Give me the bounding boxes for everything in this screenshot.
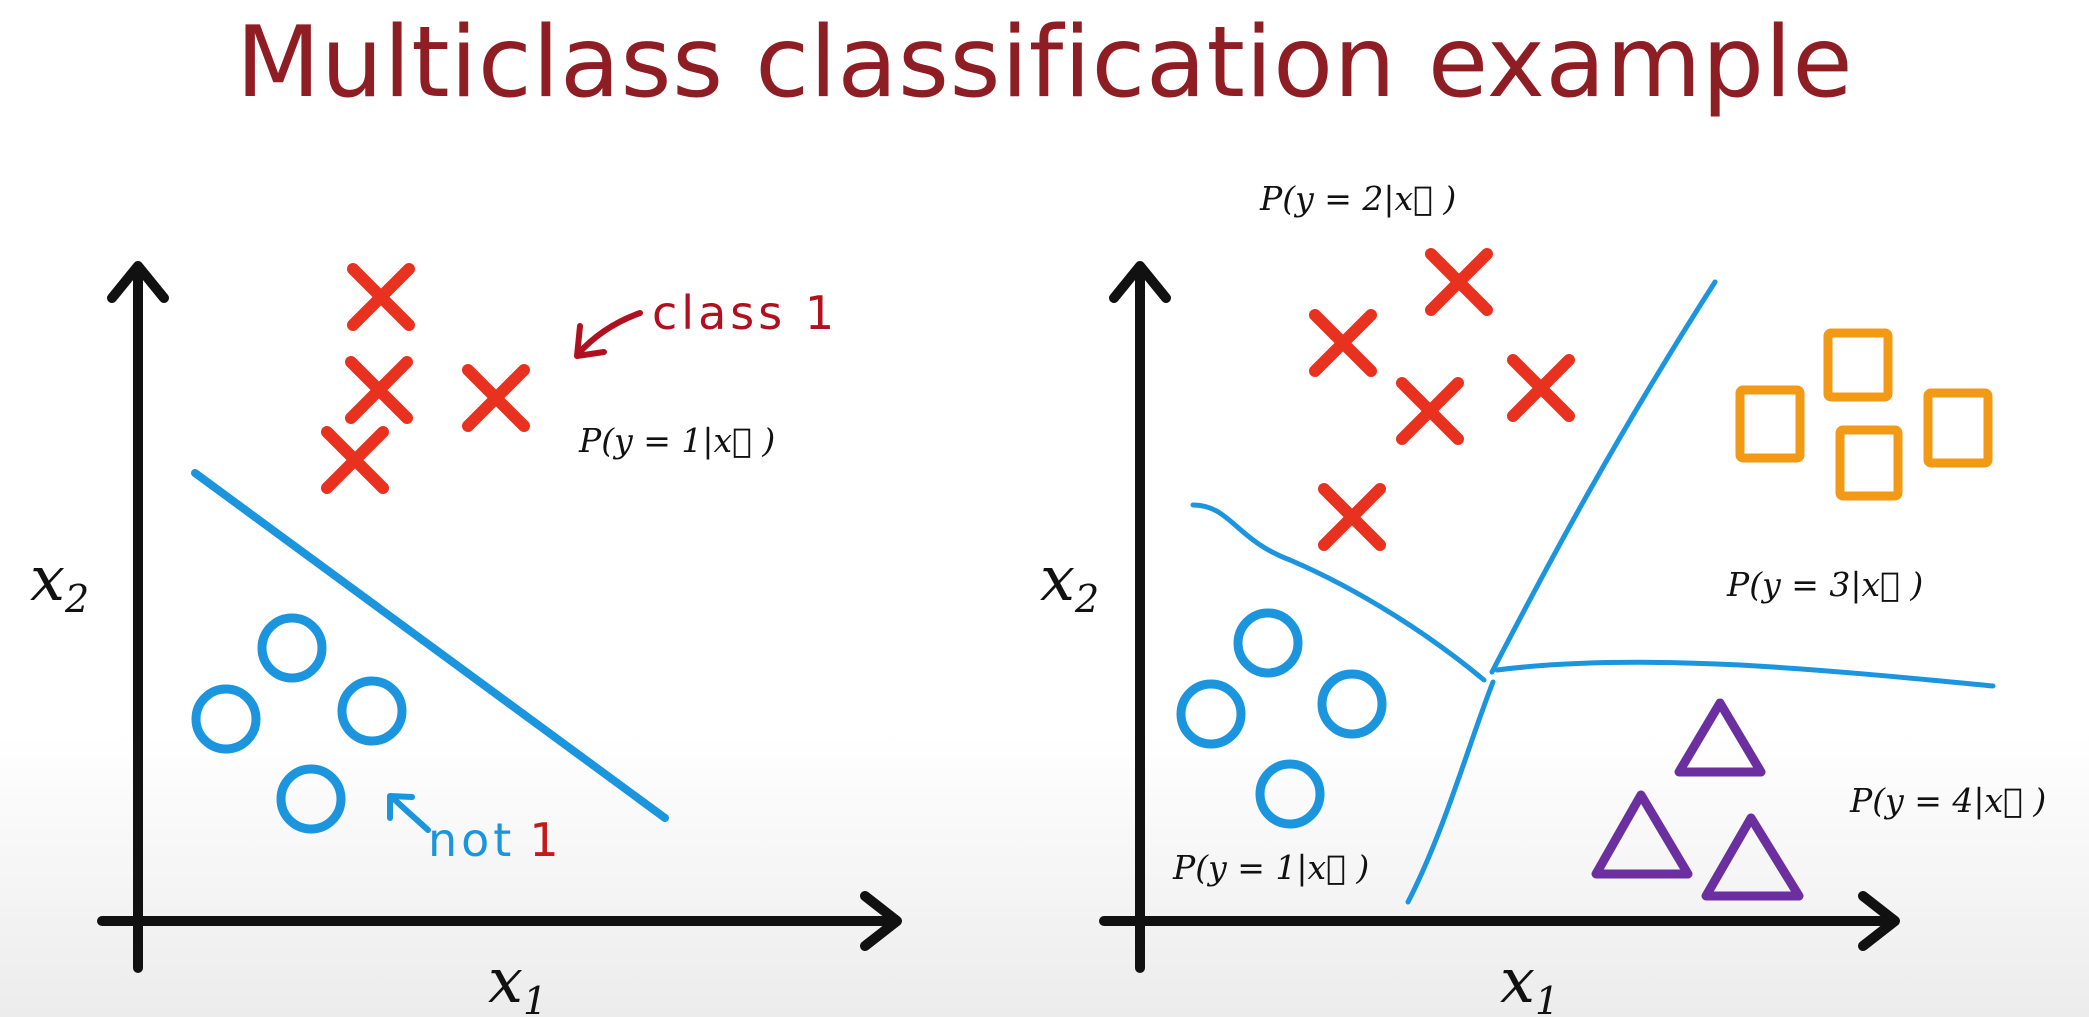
class1-circle-marker bbox=[1322, 674, 1382, 734]
class1-circle-marker bbox=[1181, 684, 1241, 744]
left-panel bbox=[30, 266, 897, 1017]
class1-circle-marker bbox=[1238, 613, 1298, 673]
class2-x-marker bbox=[1402, 383, 1458, 439]
prob-label-class1: P(y = 1|x⃗ ) bbox=[1173, 848, 1370, 887]
boundary-class1-class4 bbox=[1408, 682, 1493, 902]
class1-annotation: class 1 bbox=[652, 286, 839, 340]
class3-square-marker bbox=[1828, 333, 1888, 397]
boundary-class2-class3 bbox=[1492, 282, 1715, 672]
class3-square-marker bbox=[1840, 430, 1898, 496]
left-prob-label-class1: P(y = 1|x⃗ ) bbox=[579, 421, 776, 460]
class4-triangle-marker bbox=[1679, 703, 1761, 772]
right-y-axis bbox=[1114, 266, 1166, 968]
class2-x-marker bbox=[1431, 254, 1487, 310]
right-panel bbox=[1040, 179, 2046, 1017]
not1-circle-marker bbox=[342, 681, 402, 741]
class1-x-marker bbox=[353, 269, 409, 325]
prob-label-class3: P(y = 3|x⃗ ) bbox=[1727, 565, 1924, 604]
class1-annotation-arrow bbox=[577, 313, 640, 356]
left-y-axis-label: x2 bbox=[30, 542, 90, 621]
right-x-axis-label: x1 bbox=[1500, 944, 1560, 1017]
class2-x-marker bbox=[1513, 360, 1569, 416]
class2-x-marker bbox=[1324, 489, 1380, 545]
not1-annotation-arrow bbox=[390, 796, 428, 830]
left-y-axis bbox=[112, 266, 164, 968]
not1-annotation: not 1 bbox=[428, 813, 563, 867]
class4-triangle-marker bbox=[1596, 795, 1688, 874]
class1-x-marker bbox=[327, 432, 383, 488]
class1-x-marker bbox=[468, 370, 524, 426]
boundary-class3-class4 bbox=[1497, 662, 1993, 686]
left-x-axis-label: x1 bbox=[488, 944, 548, 1017]
prob-label-class4: P(y = 4|x⃗ ) bbox=[1850, 781, 2047, 820]
right-y-axis-label: x2 bbox=[1040, 542, 1100, 621]
not1-circle-marker bbox=[281, 769, 341, 829]
class2-x-marker bbox=[1315, 315, 1371, 371]
not1-circle-marker bbox=[196, 689, 256, 749]
not1-circle-marker bbox=[262, 618, 322, 678]
class3-square-marker bbox=[1928, 393, 1988, 463]
class1-circle-marker bbox=[1260, 764, 1320, 824]
class4-triangle-marker bbox=[1706, 818, 1799, 896]
prob-label-class2: P(y = 2|x⃗ ) bbox=[1260, 179, 1457, 218]
slide-title: Multiclass classification example bbox=[235, 6, 1854, 120]
class1-x-marker bbox=[351, 362, 407, 418]
right-x-axis bbox=[1104, 896, 1895, 946]
class3-square-marker bbox=[1740, 390, 1800, 458]
left-x-axis bbox=[102, 896, 897, 946]
